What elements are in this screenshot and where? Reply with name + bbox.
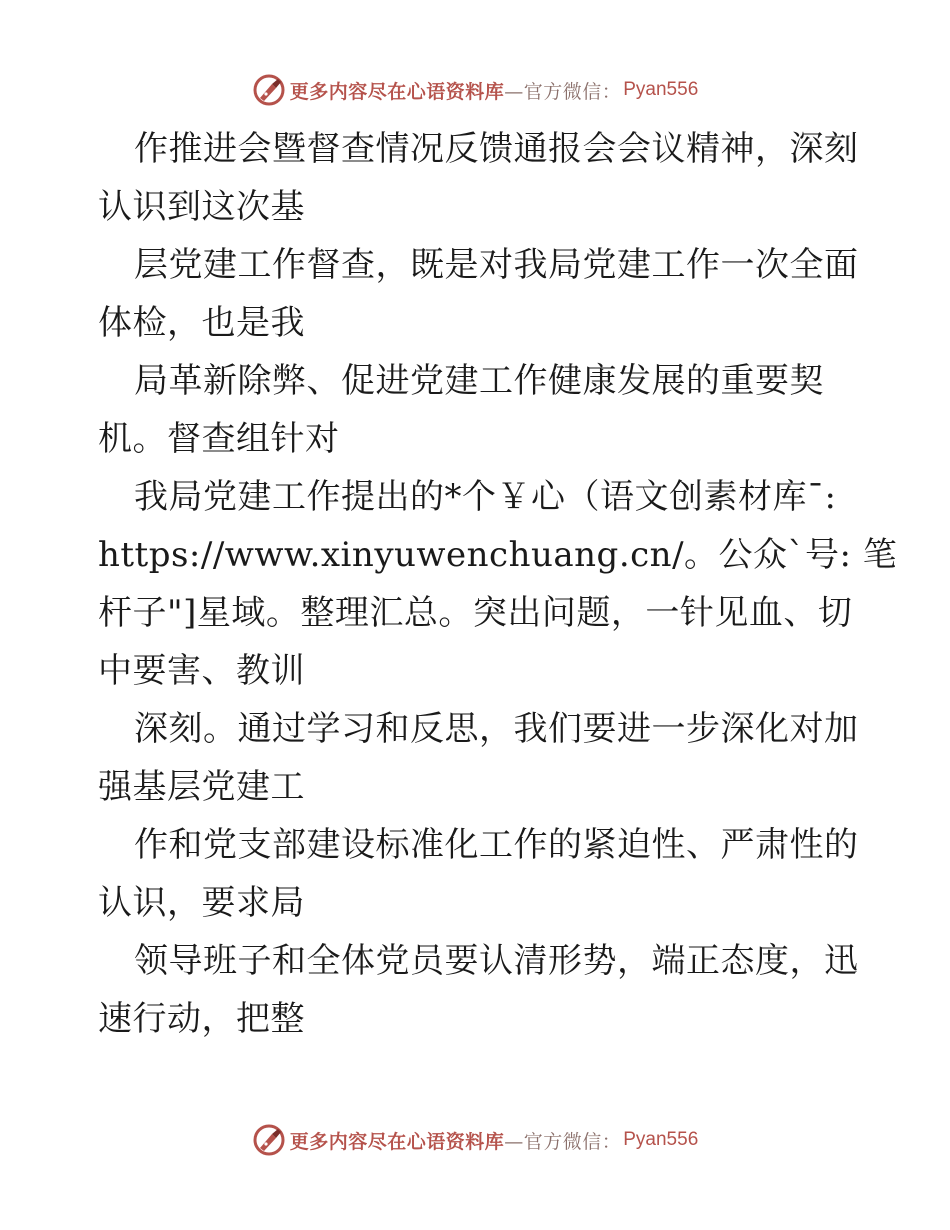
header-wechat-label: —官方微信： [504,80,622,103]
body-line: 速行动，把整 [98,999,305,1039]
body-line: 局革新除弊、促进党建工作健康发展的重要契 [134,361,824,401]
body-line: 作推进会暨督查情况反馈通报会会议精神，深刻 [134,129,859,169]
body-line: 我局党建工作提出的*个￥心（语文创素材库¯: [134,477,837,517]
footer-wechat-label: —官方微信： [504,1130,622,1153]
body-line: 作和党支部建设标准化工作的紧迫性、严肃性的 [134,825,859,865]
body-line: 领导班子和全体党员要认清形势，端正态度，迅 [134,941,859,981]
pen-nib-logo-icon [252,1123,286,1157]
footer-wechat-id: Pyan556 [623,1129,699,1150]
header-banner [0,70,950,110]
body-line: 层党建工作督查，既是对我局党建工作一次全面 [134,245,859,285]
body-line: 杆子"]星域。整理汇总。突出问题，一针见血、切 [98,593,853,633]
header-brand-text: 更多内容尽在心语资料库 [289,80,505,103]
body-line: 中要害、教训 [98,651,305,691]
document-body [98,120,898,1048]
body-line: 体检，也是我 [98,303,305,343]
body-line: 强基层党建工 [98,767,305,807]
footer-banner [0,1120,950,1160]
body-line: 机。督查组针对 [98,419,340,459]
body-line: 认识到这次基 [98,187,305,227]
pen-nib-logo-icon [252,73,286,107]
footer-brand-text: 更多内容尽在心语资料库 [289,1130,505,1153]
body-line: 深刻。通过学习和反思，我们要进一步深化对加 [134,709,859,749]
body-line: https://www.xinyuwenchuang.cn/。公众`号: 笔 [98,535,898,575]
header-wechat-id: Pyan556 [623,79,699,100]
body-line: 认识，要求局 [98,883,305,923]
